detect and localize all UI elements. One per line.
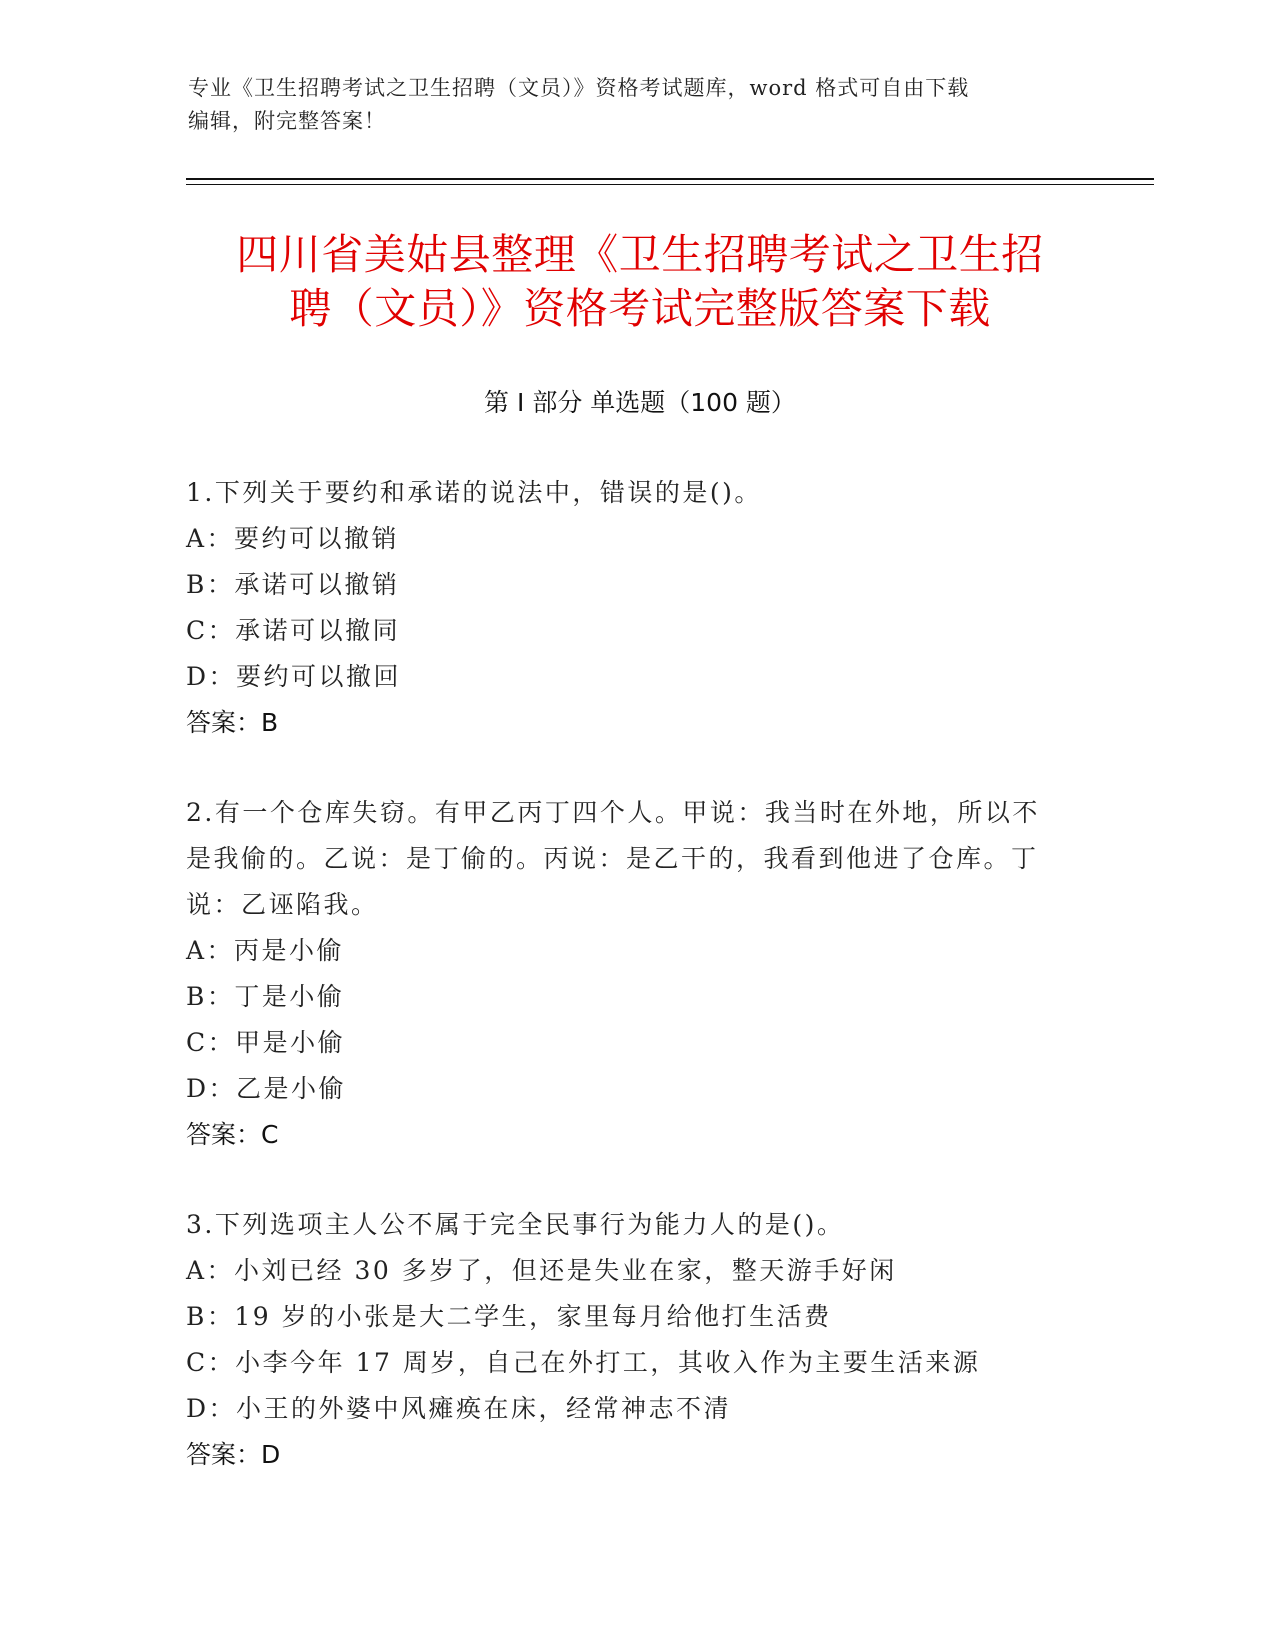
document-title-line-2: 聘（文员）》资格考试完整版答案下载	[289, 284, 991, 333]
question-item-3	[186, 1202, 1066, 1478]
answer-line: 答案：C	[186, 1120, 279, 1149]
option-d: D：要约可以撤回	[186, 662, 402, 691]
option-b: B：承诺可以撤销	[186, 570, 400, 599]
option-a: A：小刘已经 30 多岁了，但还是失业在家，整天游手好闲	[186, 1256, 897, 1285]
option-a: A：丙是小偷	[186, 936, 345, 965]
option-b: B：19 岁的小张是大二学生，家里每月给他打生活费	[186, 1302, 832, 1331]
option-d: D：乙是小偷	[186, 1074, 347, 1103]
option-c: C：小李今年 17 周岁，自己在外打工，其收入作为主要生活来源	[186, 1348, 981, 1377]
header-divider-thick	[186, 178, 1154, 180]
option-c: C：甲是小偷	[186, 1028, 346, 1057]
header-note-line-2: 编辑，附完整答案！	[188, 109, 386, 133]
question-list	[186, 470, 1066, 1522]
document-title-line-1: 四川省美姑县整理《卫生招聘考试之卫生招	[236, 230, 1044, 279]
header-divider-thin	[186, 184, 1154, 185]
document-title	[180, 228, 1100, 336]
answer-line: 答案：D	[186, 1440, 281, 1469]
option-b: B：丁是小偷	[186, 982, 345, 1011]
header-note-line-1: 专业《卫生招聘考试之卫生招聘（文员）》资格考试题库，word 格式可自由下载	[188, 76, 970, 100]
question-stem: 3.下列选项主人公不属于完全民事行为能力人的是()。	[186, 1210, 845, 1239]
option-a: A：要约可以撤销	[186, 524, 400, 553]
question-item-1	[186, 470, 1066, 746]
option-d: D：小王的外婆中风瘫痪在床，经常神志不清	[186, 1394, 732, 1423]
question-item-2	[186, 790, 1066, 1158]
section-heading: 第 I 部分 单选题（100 题）	[484, 388, 796, 417]
answer-line: 答案：B	[186, 708, 279, 737]
question-stem: 2.有一个仓库失窃。有甲乙丙丁四个人。甲说：我当时在外地，所以不是我偷的。乙说：是丁偷的。丙说：是乙干的，我看到他进了仓库。丁说：乙诬陷我。	[186, 798, 1040, 919]
header-note	[188, 72, 1088, 138]
question-stem: 1.下列关于要约和承诺的说法中，错误的是()。	[186, 478, 762, 507]
option-c: C：承诺可以撤同	[186, 616, 401, 645]
